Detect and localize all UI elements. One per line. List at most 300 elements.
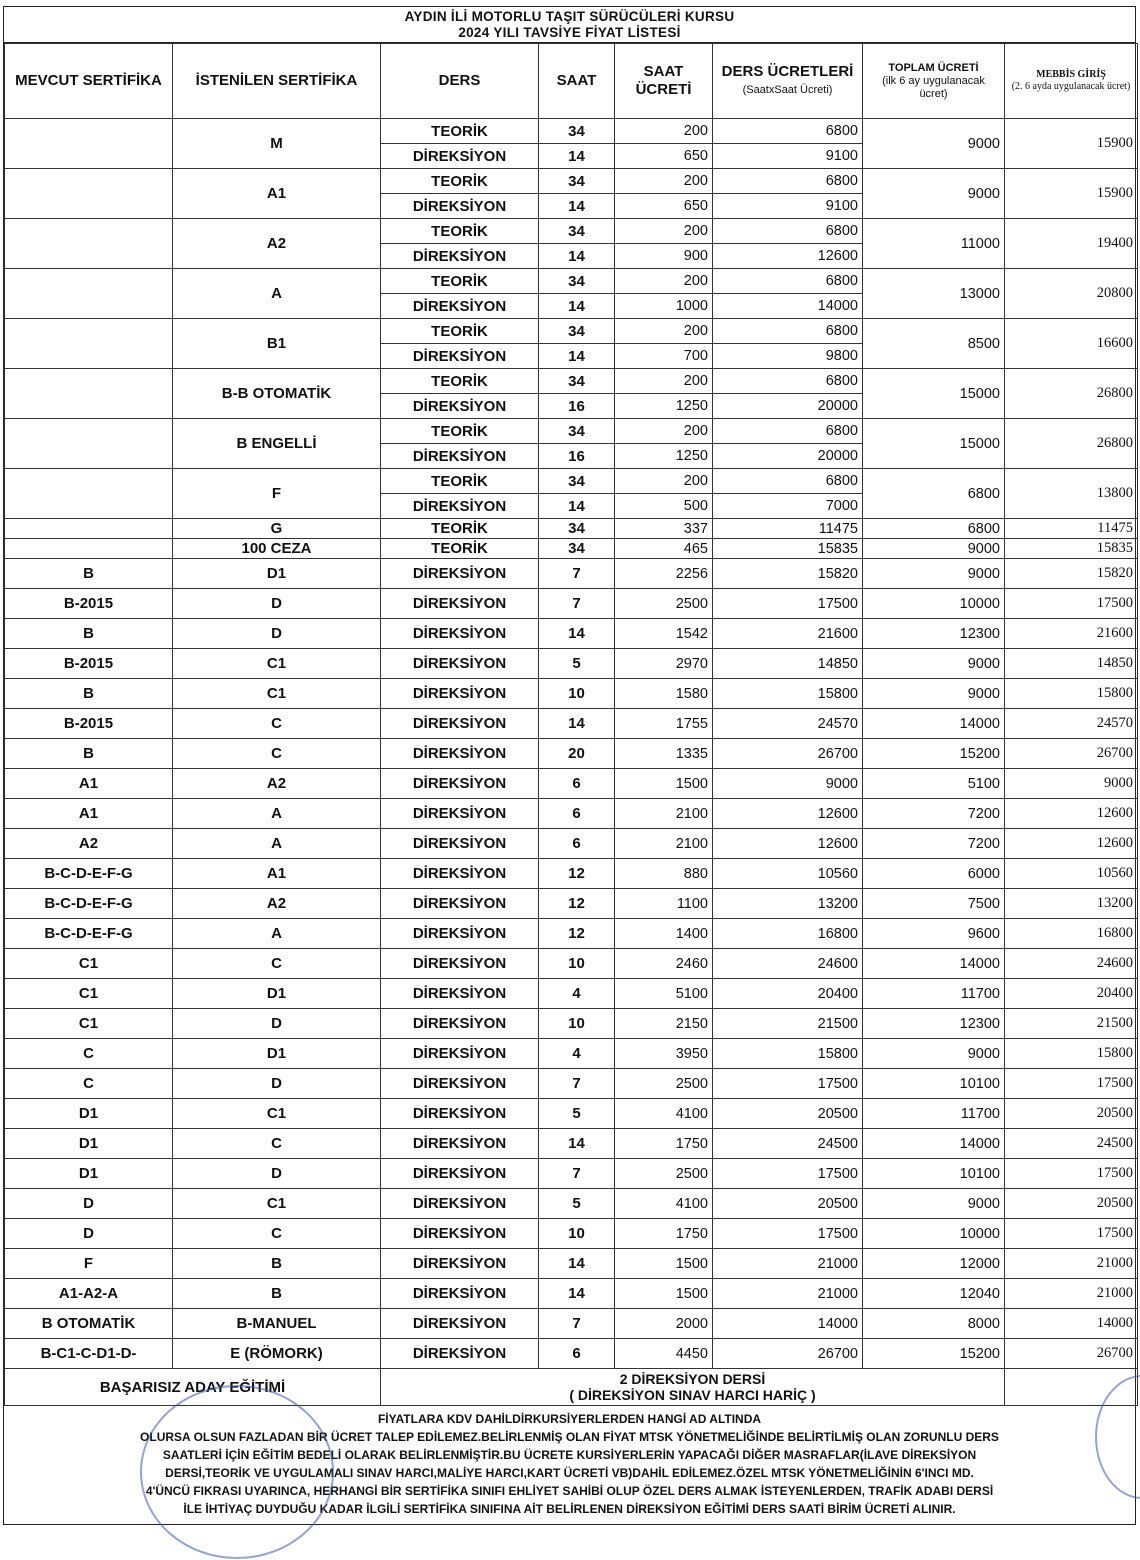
mevcut-cell [5, 369, 173, 419]
mebbis-cell: 21600 [1005, 619, 1138, 649]
mebbis-cell: 15835 [1005, 539, 1138, 559]
mevcut-cell: B-C-D-E-F-G [5, 889, 173, 919]
mevcut-cell [5, 219, 173, 269]
failed-note-line-2: ( DİREKSİYON SINAV HARCI HARİÇ ) [569, 1387, 816, 1403]
table-row [5, 739, 1138, 769]
ders-ucreti-cell: 16800 [713, 919, 863, 949]
ders-cell: DİREKSİYON [381, 1039, 539, 1069]
ders-cell: DİREKSİYON [381, 889, 539, 919]
mevcut-cell: C1 [5, 1009, 173, 1039]
ders-cell: TEORİK [381, 369, 539, 394]
saat-cell: 20 [539, 739, 615, 769]
table-row [5, 619, 1138, 649]
table-row [5, 1189, 1138, 1219]
ders-cell: DİREKSİYON [381, 979, 539, 1009]
saat-ucreti-cell: 700 [615, 344, 713, 369]
istenilen-cell: C1 [173, 649, 381, 679]
ders-ucreti-cell: 21600 [713, 619, 863, 649]
ders-cell: DİREKSİYON [381, 619, 539, 649]
toplam-cell: 15000 [863, 419, 1005, 469]
toplam-cell: 15200 [863, 739, 1005, 769]
ders-ucreti-cell: 14000 [713, 294, 863, 319]
ders-ucreti-cell: 6800 [713, 319, 863, 344]
table-row [5, 219, 1138, 244]
ders-cell: DİREKSİYON [381, 394, 539, 419]
footer-line-5: 4'ÜNCÜ FIKRASI UYARINCA, HERHANGİ BİR SERTİFİKA SINIFI EHLİYET SAHİBİ OLUP ÖZEL DERS ALMAK İSTEYENLERDEN, TRAFİK ADABI DERSİ [145, 1484, 994, 1498]
ders-ucreti-cell: 12600 [713, 244, 863, 269]
mebbis-cell: 26700 [1005, 739, 1138, 769]
ders-cell: DİREKSİYON [381, 769, 539, 799]
ders-ucreti-cell: 24600 [713, 949, 863, 979]
table-body [5, 119, 1138, 1406]
saat-cell: 7 [539, 589, 615, 619]
istenilen-cell: A [173, 919, 381, 949]
price-list-sheet [3, 6, 1136, 1525]
saat-cell: 10 [539, 1009, 615, 1039]
mebbis-cell: 9000 [1005, 769, 1138, 799]
istenilen-cell: B [173, 1279, 381, 1309]
saat-cell: 12 [539, 889, 615, 919]
saat-cell: 7 [539, 559, 615, 589]
saat-ucreti-cell: 2000 [615, 1309, 713, 1339]
ders-ucreti-cell: 10560 [713, 859, 863, 889]
saat-ucreti-cell: 1750 [615, 1129, 713, 1159]
toplam-cell: 11000 [863, 219, 1005, 269]
mevcut-cell: B-C-D-E-F-G [5, 859, 173, 889]
ders-ucreti-cell: 6800 [713, 469, 863, 494]
saat-cell: 14 [539, 244, 615, 269]
saat-ucreti-cell: 1400 [615, 919, 713, 949]
istenilen-cell: B ENGELLİ [173, 419, 381, 469]
mevcut-cell [5, 419, 173, 469]
istenilen-cell: C1 [173, 1189, 381, 1219]
mevcut-cell: A1-A2-A [5, 1279, 173, 1309]
toplam-cell: 14000 [863, 1129, 1005, 1159]
saat-cell: 14 [539, 1249, 615, 1279]
istenilen-cell: 100 CEZA [173, 539, 381, 559]
saat-ucreti-cell: 1580 [615, 679, 713, 709]
saat-cell: 7 [539, 1069, 615, 1099]
header-toplam: TOPLAM ÜCRETİ (ilk 6 ay uygulanacak ücret) [863, 44, 1005, 119]
table-row [5, 1129, 1138, 1159]
saat-cell: 10 [539, 1219, 615, 1249]
ders-ucreti-cell: 20000 [713, 444, 863, 469]
ders-cell: TEORİK [381, 539, 539, 559]
table-row [5, 1069, 1138, 1099]
mevcut-cell [5, 319, 173, 369]
table-row [5, 169, 1138, 194]
mevcut-cell: B-C-D-E-F-G [5, 919, 173, 949]
saat-ucreti-cell: 200 [615, 219, 713, 244]
saat-ucreti-cell: 650 [615, 144, 713, 169]
istenilen-cell: A1 [173, 859, 381, 889]
mevcut-cell [5, 539, 173, 559]
ders-cell: DİREKSİYON [381, 144, 539, 169]
istenilen-cell: A2 [173, 889, 381, 919]
table-row [5, 919, 1138, 949]
toplam-cell: 9000 [863, 679, 1005, 709]
saat-ucreti-cell: 2500 [615, 589, 713, 619]
saat-cell: 6 [539, 829, 615, 859]
table-row [5, 1339, 1138, 1369]
saat-cell: 7 [539, 1159, 615, 1189]
toplam-cell: 5100 [863, 769, 1005, 799]
header-ders-ucretleri: DERS ÜCRETLERİ (SaatxSaat Ücreti) [713, 44, 863, 119]
toplam-cell: 14000 [863, 709, 1005, 739]
ders-cell: TEORİK [381, 219, 539, 244]
ders-ucreti-cell: 9000 [713, 769, 863, 799]
saat-ucreti-cell: 650 [615, 194, 713, 219]
ders-cell: DİREKSİYON [381, 679, 539, 709]
ders-cell: DİREKSİYON [381, 1249, 539, 1279]
mevcut-cell: F [5, 1249, 173, 1279]
mevcut-cell: B-2015 [5, 649, 173, 679]
saat-ucreti-cell: 2150 [615, 1009, 713, 1039]
ders-ucreti-cell: 24500 [713, 1129, 863, 1159]
mevcut-cell [5, 269, 173, 319]
toplam-cell: 9000 [863, 649, 1005, 679]
mebbis-cell: 24500 [1005, 1129, 1138, 1159]
saat-ucreti-cell: 337 [615, 519, 713, 539]
mebbis-cell: 10560 [1005, 859, 1138, 889]
istenilen-cell: D [173, 589, 381, 619]
header-mebbis: MEBBİS GİRİŞ (2. 6 ayda uygulanacak ücret) [1005, 44, 1138, 119]
saat-ucreti-cell: 5100 [615, 979, 713, 1009]
istenilen-cell: B [173, 1249, 381, 1279]
toplam-cell: 10000 [863, 1219, 1005, 1249]
ders-cell: DİREKSİYON [381, 1069, 539, 1099]
saat-cell: 14 [539, 294, 615, 319]
istenilen-cell: C [173, 709, 381, 739]
istenilen-cell: E (RÖMORK) [173, 1339, 381, 1369]
saat-ucreti-cell: 2256 [615, 559, 713, 589]
failed-candidate-row [5, 1369, 1138, 1406]
mebbis-cell: 11475 [1005, 519, 1138, 539]
saat-cell: 5 [539, 1099, 615, 1129]
istenilen-cell: C1 [173, 679, 381, 709]
ders-ucreti-cell: 13200 [713, 889, 863, 919]
saat-ucreti-cell: 2460 [615, 949, 713, 979]
mebbis-cell: 26800 [1005, 419, 1138, 469]
table-row [5, 119, 1138, 144]
istenilen-cell: C1 [173, 1099, 381, 1129]
ders-ucreti-cell: 21500 [713, 1009, 863, 1039]
mebbis-cell: 26800 [1005, 369, 1138, 419]
ders-cell: DİREKSİYON [381, 709, 539, 739]
ders-cell: DİREKSİYON [381, 589, 539, 619]
ders-cell: DİREKSİYON [381, 919, 539, 949]
mevcut-cell: D1 [5, 1159, 173, 1189]
saat-cell: 34 [539, 169, 615, 194]
failed-label-cell: BAŞARISIZ ADAY EĞİTİMİ [5, 1369, 381, 1406]
saat-cell: 7 [539, 1309, 615, 1339]
toplam-cell: 11700 [863, 979, 1005, 1009]
table-row [5, 1099, 1138, 1129]
toplam-cell: 9000 [863, 559, 1005, 589]
ders-ucreti-cell: 17500 [713, 1069, 863, 1099]
istenilen-cell: A1 [173, 169, 381, 219]
ders-ucreti-cell: 9800 [713, 344, 863, 369]
istenilen-cell: M [173, 119, 381, 169]
istenilen-cell: D1 [173, 559, 381, 589]
istenilen-cell: C [173, 739, 381, 769]
saat-cell: 34 [539, 369, 615, 394]
ders-ucreti-cell: 17500 [713, 1159, 863, 1189]
ders-cell: DİREKSİYON [381, 344, 539, 369]
saat-cell: 34 [539, 319, 615, 344]
mevcut-cell [5, 519, 173, 539]
toplam-cell: 13000 [863, 269, 1005, 319]
toplam-cell: 9000 [863, 1189, 1005, 1219]
mevcut-cell: C1 [5, 979, 173, 1009]
mebbis-cell: 15900 [1005, 169, 1138, 219]
mebbis-cell: 13800 [1005, 469, 1138, 519]
saat-cell: 14 [539, 144, 615, 169]
ders-ucreti-cell: 11475 [713, 519, 863, 539]
saat-ucreti-cell: 1500 [615, 1249, 713, 1279]
footer-line-1: FİYATLARA KDV DAHİLDİRKURSİYERLERDEN HANGİ AD ALTINDA [377, 1412, 762, 1426]
toplam-cell: 9000 [863, 119, 1005, 169]
table-row [5, 469, 1138, 494]
istenilen-cell: D [173, 1159, 381, 1189]
istenilen-cell: C [173, 949, 381, 979]
table-row [5, 1219, 1138, 1249]
saat-ucreti-cell: 880 [615, 859, 713, 889]
ders-ucreti-cell: 15800 [713, 1039, 863, 1069]
table-row [5, 649, 1138, 679]
mebbis-cell: 20500 [1005, 1099, 1138, 1129]
mebbis-cell: 20800 [1005, 269, 1138, 319]
istenilen-cell: A2 [173, 219, 381, 269]
ders-cell: TEORİK [381, 469, 539, 494]
istenilen-cell: G [173, 519, 381, 539]
istenilen-cell: C [173, 1129, 381, 1159]
mebbis-cell: 21500 [1005, 1009, 1138, 1039]
ders-cell: DİREKSİYON [381, 829, 539, 859]
ders-ucreti-cell: 6800 [713, 369, 863, 394]
saat-ucreti-cell: 2500 [615, 1159, 713, 1189]
toplam-cell: 9600 [863, 919, 1005, 949]
toplam-cell: 6800 [863, 469, 1005, 519]
ders-cell: DİREKSİYON [381, 1189, 539, 1219]
mevcut-cell: B-C1-C-D1-D- [5, 1339, 173, 1369]
table-row [5, 1039, 1138, 1069]
mebbis-cell: 21000 [1005, 1249, 1138, 1279]
header-mevcut: MEVCUT SERTİFİKA [5, 44, 173, 119]
mebbis-cell: 17500 [1005, 1159, 1138, 1189]
footer-line-2: OLURSA OLSUN FAZLADAN BİR ÜCRET TALEP EDİLEMEZ.BELİRLENMİŞ OLAN FİYAT MTSK YÖNETMELİĞİNDE BELİRTİLMİŞ OLAN ZORUNLU DERS [140, 1430, 999, 1444]
ders-ucreti-cell: 20000 [713, 394, 863, 419]
ders-ucreti-cell: 6800 [713, 419, 863, 444]
mevcut-cell: B-2015 [5, 709, 173, 739]
ders-cell: DİREKSİYON [381, 1129, 539, 1159]
mevcut-cell: D [5, 1219, 173, 1249]
istenilen-cell: D [173, 1009, 381, 1039]
ders-ucreti-cell: 12600 [713, 829, 863, 859]
header-saat-ucreti: SAAT ÜCRETİ [615, 44, 713, 119]
toplam-cell: 10000 [863, 589, 1005, 619]
saat-ucreti-cell: 1100 [615, 889, 713, 919]
table-row [5, 889, 1138, 919]
mebbis-cell: 16800 [1005, 919, 1138, 949]
istenilen-cell: F [173, 469, 381, 519]
toplam-cell: 12000 [863, 1249, 1005, 1279]
ders-ucreti-cell: 14000 [713, 1309, 863, 1339]
mevcut-cell: A1 [5, 799, 173, 829]
saat-ucreti-cell: 2100 [615, 829, 713, 859]
footer-line-4: DERSİ,TEORİK VE UYGULAMALI SINAV HARCI,MALİYE HARCI,KART ÜCRETİ VB)DAHİL EDİLEMEZ.ÖZEL MTSK YÖNETMELİĞİNİN 6'INCI MD. [165, 1466, 974, 1480]
saat-ucreti-cell: 1500 [615, 1279, 713, 1309]
saat-ucreti-cell: 1250 [615, 444, 713, 469]
mevcut-cell [5, 169, 173, 219]
saat-cell: 6 [539, 1339, 615, 1369]
mebbis-cell: 17500 [1005, 1069, 1138, 1099]
saat-cell: 34 [539, 539, 615, 559]
ders-cell: DİREKSİYON [381, 739, 539, 769]
mebbis-cell: 17500 [1005, 589, 1138, 619]
saat-cell: 14 [539, 1279, 615, 1309]
istenilen-cell: A [173, 799, 381, 829]
mevcut-cell: B [5, 679, 173, 709]
ders-cell: DİREKSİYON [381, 244, 539, 269]
istenilen-cell: A [173, 829, 381, 859]
istenilen-cell: D1 [173, 979, 381, 1009]
saat-cell: 6 [539, 769, 615, 799]
saat-cell: 10 [539, 949, 615, 979]
toplam-cell: 6000 [863, 859, 1005, 889]
ders-ucreti-cell: 17500 [713, 589, 863, 619]
saat-ucreti-cell: 2100 [615, 799, 713, 829]
header-istenilen: İSTENİLEN SERTİFİKA [173, 44, 381, 119]
toplam-cell: 9000 [863, 1039, 1005, 1069]
ders-cell: TEORİK [381, 169, 539, 194]
istenilen-cell: B-B OTOMATİK [173, 369, 381, 419]
ders-cell: DİREKSİYON [381, 444, 539, 469]
saat-ucreti-cell: 1000 [615, 294, 713, 319]
ders-ucreti-cell: 15820 [713, 559, 863, 589]
saat-ucreti-cell: 3950 [615, 1039, 713, 1069]
toplam-cell: 8000 [863, 1309, 1005, 1339]
ders-ucreti-cell: 24570 [713, 709, 863, 739]
mevcut-cell: B [5, 619, 173, 649]
title-line-1: AYDIN İLİ MOTORLU TAŞIT SÜRÜCÜLERİ KURSU [404, 9, 735, 24]
table-row [5, 799, 1138, 829]
mevcut-cell: C [5, 1069, 173, 1099]
toplam-cell: 6800 [863, 519, 1005, 539]
istenilen-cell: C [173, 1219, 381, 1249]
ders-ucreti-cell: 9100 [713, 194, 863, 219]
mebbis-cell: 15800 [1005, 679, 1138, 709]
toplam-cell: 10100 [863, 1159, 1005, 1189]
istenilen-cell: D [173, 619, 381, 649]
saat-ucreti-cell: 2500 [615, 1069, 713, 1099]
toplam-cell: 7500 [863, 889, 1005, 919]
mebbis-cell: 24600 [1005, 949, 1138, 979]
ders-cell: DİREKSİYON [381, 294, 539, 319]
toplam-cell: 15000 [863, 369, 1005, 419]
mevcut-cell: B [5, 739, 173, 769]
mevcut-cell: C [5, 1039, 173, 1069]
ders-ucreti-cell: 7000 [713, 494, 863, 519]
toplam-cell: 12040 [863, 1279, 1005, 1309]
ders-ucreti-cell: 15800 [713, 679, 863, 709]
mebbis-cell: 12600 [1005, 799, 1138, 829]
header-saat: SAAT [539, 44, 615, 119]
ders-ucreti-cell: 12600 [713, 799, 863, 829]
ders-ucreti-cell: 6800 [713, 219, 863, 244]
mebbis-cell: 19400 [1005, 219, 1138, 269]
document-title [4, 7, 1135, 43]
saat-ucreti-cell: 1750 [615, 1219, 713, 1249]
mebbis-cell: 15800 [1005, 1039, 1138, 1069]
saat-cell: 14 [539, 1129, 615, 1159]
saat-cell: 6 [539, 799, 615, 829]
ders-cell: TEORİK [381, 319, 539, 344]
table-row [5, 679, 1138, 709]
ders-cell: DİREKSİYON [381, 1159, 539, 1189]
mebbis-cell: 15820 [1005, 559, 1138, 589]
ders-cell: DİREKSİYON [381, 1309, 539, 1339]
saat-ucreti-cell: 1500 [615, 769, 713, 799]
ders-ucreti-cell: 6800 [713, 169, 863, 194]
ders-cell: TEORİK [381, 419, 539, 444]
toplam-cell: 7200 [863, 799, 1005, 829]
mevcut-cell: A1 [5, 769, 173, 799]
mebbis-cell: 17500 [1005, 1219, 1138, 1249]
table-row [5, 319, 1138, 344]
footer-line-6: İLE İHTİYAÇ DUYDUĞU KADAR İLGİLİ SERTİFİKA SINIFINA AİT BELİRLENEN DİREKSİYON EĞİTİMİ DERS SAATİ BİRİM ÜCRETİ ALINIR. [183, 1502, 956, 1516]
saat-ucreti-cell: 1542 [615, 619, 713, 649]
table-row [5, 769, 1138, 799]
istenilen-cell: D1 [173, 1039, 381, 1069]
mevcut-cell: B [5, 559, 173, 589]
saat-ucreti-cell: 200 [615, 169, 713, 194]
table-row [5, 559, 1138, 589]
saat-cell: 14 [539, 619, 615, 649]
table-row [5, 1309, 1138, 1339]
ders-cell: DİREKSİYON [381, 559, 539, 589]
table-row [5, 369, 1138, 394]
saat-cell: 34 [539, 519, 615, 539]
saat-ucreti-cell: 4100 [615, 1189, 713, 1219]
table-row [5, 829, 1138, 859]
saat-cell: 5 [539, 649, 615, 679]
price-table [4, 43, 1138, 1406]
ders-cell: DİREKSİYON [381, 649, 539, 679]
saat-ucreti-cell: 200 [615, 119, 713, 144]
toplam-cell: 12300 [863, 619, 1005, 649]
ders-cell: DİREKSİYON [381, 1279, 539, 1309]
mevcut-cell [5, 469, 173, 519]
saat-cell: 34 [539, 419, 615, 444]
table-row [5, 269, 1138, 294]
mebbis-cell: 24570 [1005, 709, 1138, 739]
table-row [5, 519, 1138, 539]
toplam-cell: 9000 [863, 539, 1005, 559]
mebbis-cell: 21000 [1005, 1279, 1138, 1309]
saat-ucreti-cell: 1250 [615, 394, 713, 419]
table-row [5, 1249, 1138, 1279]
mebbis-cell: 14850 [1005, 649, 1138, 679]
ders-ucreti-cell: 20500 [713, 1189, 863, 1219]
office-stamp [140, 1385, 334, 1559]
istenilen-cell: A2 [173, 769, 381, 799]
toplam-cell: 11700 [863, 1099, 1005, 1129]
mebbis-cell: 16600 [1005, 319, 1138, 369]
header-ders: DERS [381, 44, 539, 119]
saat-cell: 4 [539, 1039, 615, 1069]
saat-cell: 14 [539, 344, 615, 369]
